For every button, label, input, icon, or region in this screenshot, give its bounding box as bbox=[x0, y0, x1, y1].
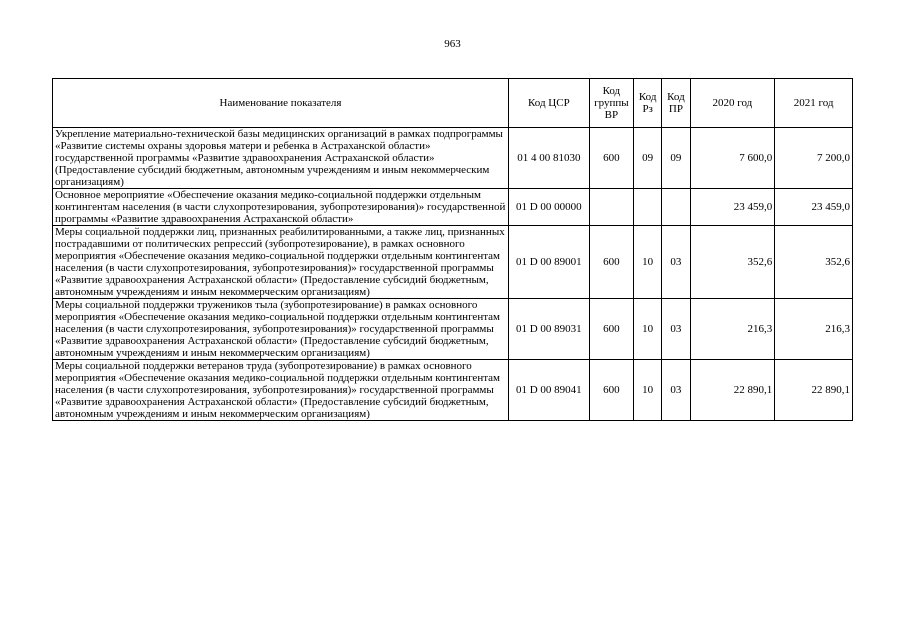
row-2020: 216,3 bbox=[690, 299, 775, 360]
row-csr: 01 4 00 81030 bbox=[508, 128, 589, 189]
row-pr bbox=[662, 189, 690, 226]
row-2021: 216,3 bbox=[775, 299, 853, 360]
row-pr: 03 bbox=[662, 226, 690, 299]
row-rz: 10 bbox=[634, 226, 662, 299]
row-2021: 352,6 bbox=[775, 226, 853, 299]
row-pr: 09 bbox=[662, 128, 690, 189]
row-rz bbox=[634, 189, 662, 226]
header-vr: Код группы ВР bbox=[589, 79, 633, 128]
row-rz: 10 bbox=[634, 299, 662, 360]
row-name: Основное мероприятие «Обеспечение оказания медико-социальной поддержки отдельным контингентам населения (в части слухопротезирования, зубопротезирования)» государственной программы «Развитие здравоохранения Астраханской области» bbox=[53, 189, 509, 226]
row-rz: 09 bbox=[634, 128, 662, 189]
row-vr: 600 bbox=[589, 299, 633, 360]
table-row bbox=[53, 128, 853, 189]
row-vr bbox=[589, 189, 633, 226]
table-row bbox=[53, 360, 853, 421]
row-pr: 03 bbox=[662, 299, 690, 360]
row-2021: 23 459,0 bbox=[775, 189, 853, 226]
table-row bbox=[53, 299, 853, 360]
row-2020: 23 459,0 bbox=[690, 189, 775, 226]
row-csr: 01 D 00 89041 bbox=[508, 360, 589, 421]
page-number: 963 bbox=[444, 38, 461, 50]
row-vr: 600 bbox=[589, 226, 633, 299]
row-csr: 01 D 00 00000 bbox=[508, 189, 589, 226]
header-2020: 2020 год bbox=[690, 79, 775, 128]
table-row bbox=[53, 189, 853, 226]
header-2021: 2021 год bbox=[775, 79, 853, 128]
row-name: Меры социальной поддержки тружеников тыла (зубопротезирование) в рамках основного мероприятия «Обеспечение оказания медико-социальной поддержки отдельным контингентам населения (в части слухопротезирования, зубопротезирования)» государственной программы «Развитие здравоохранения Астраханской области» (Предоставление субсидий бюджетным, автономным учреждениям и иным некоммерческим организациям) bbox=[53, 299, 509, 360]
row-rz: 10 bbox=[634, 360, 662, 421]
row-2020: 22 890,1 bbox=[690, 360, 775, 421]
header-name: Наименование показателя bbox=[53, 79, 509, 128]
header-rz: Код Рз bbox=[634, 79, 662, 128]
row-csr: 01 D 00 89001 bbox=[508, 226, 589, 299]
table-row bbox=[53, 226, 853, 299]
row-2021: 7 200,0 bbox=[775, 128, 853, 189]
table-header-row bbox=[53, 79, 853, 128]
row-2021: 22 890,1 bbox=[775, 360, 853, 421]
row-2020: 352,6 bbox=[690, 226, 775, 299]
header-csr: Код ЦСР bbox=[508, 79, 589, 128]
row-2020: 7 600,0 bbox=[690, 128, 775, 189]
row-name: Меры социальной поддержки лиц, признанных реабилитированными, а также лиц, признанных пострадавшими от политических репрессий (зубопротезирование), в рамках основного мероприятия «Обеспечение оказания медико-социальной поддержки отдельным контингентам населения (в части слухопротезирования, зубопротезирования)» государственной программы «Развитие здравоохранения Астраханской области» (Предоставление субсидий бюджетным, автономным учреждениям и иным некоммерческим организациям) bbox=[53, 226, 509, 299]
row-vr: 600 bbox=[589, 128, 633, 189]
row-name: Меры социальной поддержки ветеранов труда (зубопротезирование) в рамках основного мероприятия «Обеспечение оказания медико-социальной поддержки отдельным контингентам населения (в части слухопротезирования, зубопротезирования)» государственной программы «Развитие здравоохранения Астраханской области» (Предоставление субсидий бюджетным, автономным учреждениям и иным некоммерческим организациям) bbox=[53, 360, 509, 421]
row-pr: 03 bbox=[662, 360, 690, 421]
row-csr: 01 D 00 89031 bbox=[508, 299, 589, 360]
row-name: Укрепление материально-технической базы медицинских организаций в рамках подпрограммы «Развитие системы охраны здоровья матери и ребенка в Астраханской области» государственной программы «Развитие здравоохранения Астраханской области» (Предоставление субсидий бюджетным, автономным учреждениям и иным некоммерческим организациям) bbox=[53, 128, 509, 189]
row-vr: 600 bbox=[589, 360, 633, 421]
budget-table bbox=[52, 78, 853, 421]
header-pr: Код ПР bbox=[662, 79, 690, 128]
